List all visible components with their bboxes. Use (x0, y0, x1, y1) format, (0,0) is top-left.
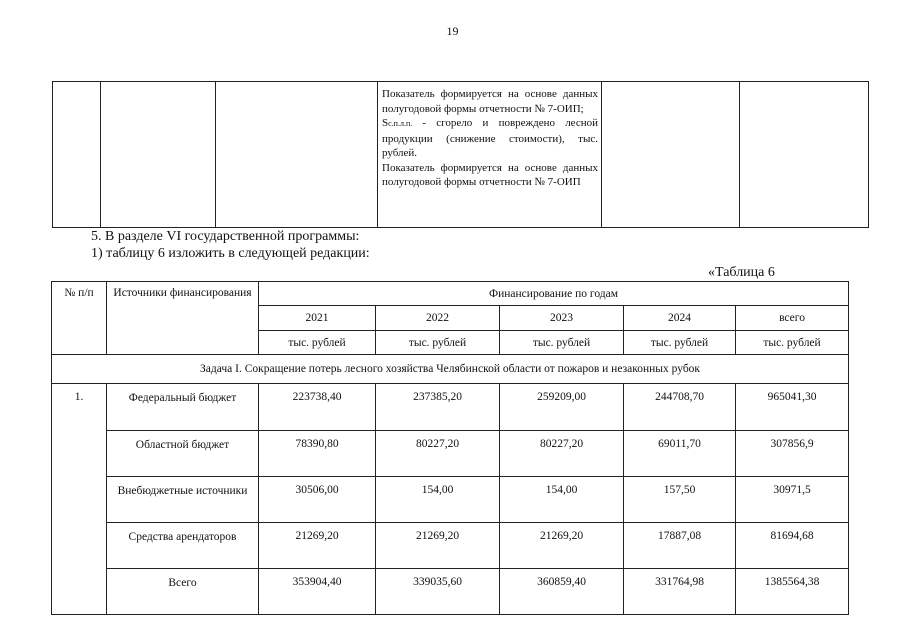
row-number: 1. (52, 384, 107, 615)
source-name: Средства арендаторов (107, 523, 259, 569)
table-cell: 81694,68 (736, 523, 849, 569)
header-unit: тыс. рублей (500, 331, 624, 355)
header-unit: тыс. рублей (376, 331, 500, 355)
source-name: Областной бюджет (107, 431, 259, 477)
task-title: Задача I. Сокращение потерь лесного хозяйства Челябинской области от пожаров и незаконных рубок (52, 355, 849, 384)
header-unit: тыс. рублей (624, 331, 736, 355)
table-cell: 78390,80 (259, 431, 376, 477)
header-financing: Финансирование по годам (259, 282, 849, 306)
indicator-description-cell (378, 82, 602, 228)
table-cell: 307856,9 (736, 431, 849, 477)
table-cell: 1385564,38 (736, 569, 849, 615)
table-cell: 157,50 (624, 477, 736, 523)
table-cell: 30506,00 (259, 477, 376, 523)
table-cell: 237385,20 (376, 384, 500, 431)
paragraph-section-vi: 5. В разделе VI государственной программы: (91, 229, 360, 244)
table-cell: 21269,20 (500, 523, 624, 569)
table-cell: 259209,00 (500, 384, 624, 431)
empty-cell (53, 82, 101, 228)
paragraph-table-6: 1) таблицу 6 изложить в следующей редакции: (91, 246, 370, 261)
source-name: Федеральный бюджет (107, 384, 259, 431)
table-cell: 154,00 (500, 477, 624, 523)
empty-cell (216, 82, 378, 228)
header-unit: тыс. рублей (259, 331, 376, 355)
header-year: 2024 (624, 306, 736, 331)
table-cell: 154,00 (376, 477, 500, 523)
table-cell: 17887,08 (624, 523, 736, 569)
description-line: Sс.п.л.п. - сгорело и повреждено лесной продукции (снижение стоимости), тыс. рублей. (382, 117, 598, 159)
table-cell: 244708,70 (624, 384, 736, 431)
source-name: Всего (107, 569, 259, 615)
description-line: Показатель формируется на основе данных полугодовой формы отчетности № 7-ОИП (382, 161, 598, 188)
page-number: 19 (446, 24, 459, 38)
empty-cell (740, 82, 869, 228)
table-cell: 223738,40 (259, 384, 376, 431)
empty-cell (101, 82, 216, 228)
financing-table (51, 281, 849, 615)
table-cell: 21269,20 (259, 523, 376, 569)
header-year: 2022 (376, 306, 500, 331)
header-number: № п/п (52, 282, 107, 355)
table-caption: «Таблица 6 (708, 265, 775, 280)
table-cell: 965041,30 (736, 384, 849, 431)
empty-cell (602, 82, 740, 228)
table-cell: 360859,40 (500, 569, 624, 615)
table-cell: 353904,40 (259, 569, 376, 615)
table-cell: 339035,60 (376, 569, 500, 615)
continuation-table (52, 81, 869, 228)
header-unit: тыс. рублей (736, 331, 849, 355)
header-sources: Источники финансирования (107, 282, 259, 355)
table-cell: 80227,20 (500, 431, 624, 477)
header-year: 2023 (500, 306, 624, 331)
header-year: 2021 (259, 306, 376, 331)
source-name: Внебюджетные источники (107, 477, 259, 523)
table-cell: 331764,98 (624, 569, 736, 615)
table-cell: 80227,20 (376, 431, 500, 477)
table-cell: 69011,70 (624, 431, 736, 477)
table-cell: 21269,20 (376, 523, 500, 569)
description-line: Показатель формируется на основе данных полугодовой формы отчетности № 7-ОИП; (382, 88, 598, 115)
header-total: всего (736, 306, 849, 331)
table-cell: 30971,5 (736, 477, 849, 523)
